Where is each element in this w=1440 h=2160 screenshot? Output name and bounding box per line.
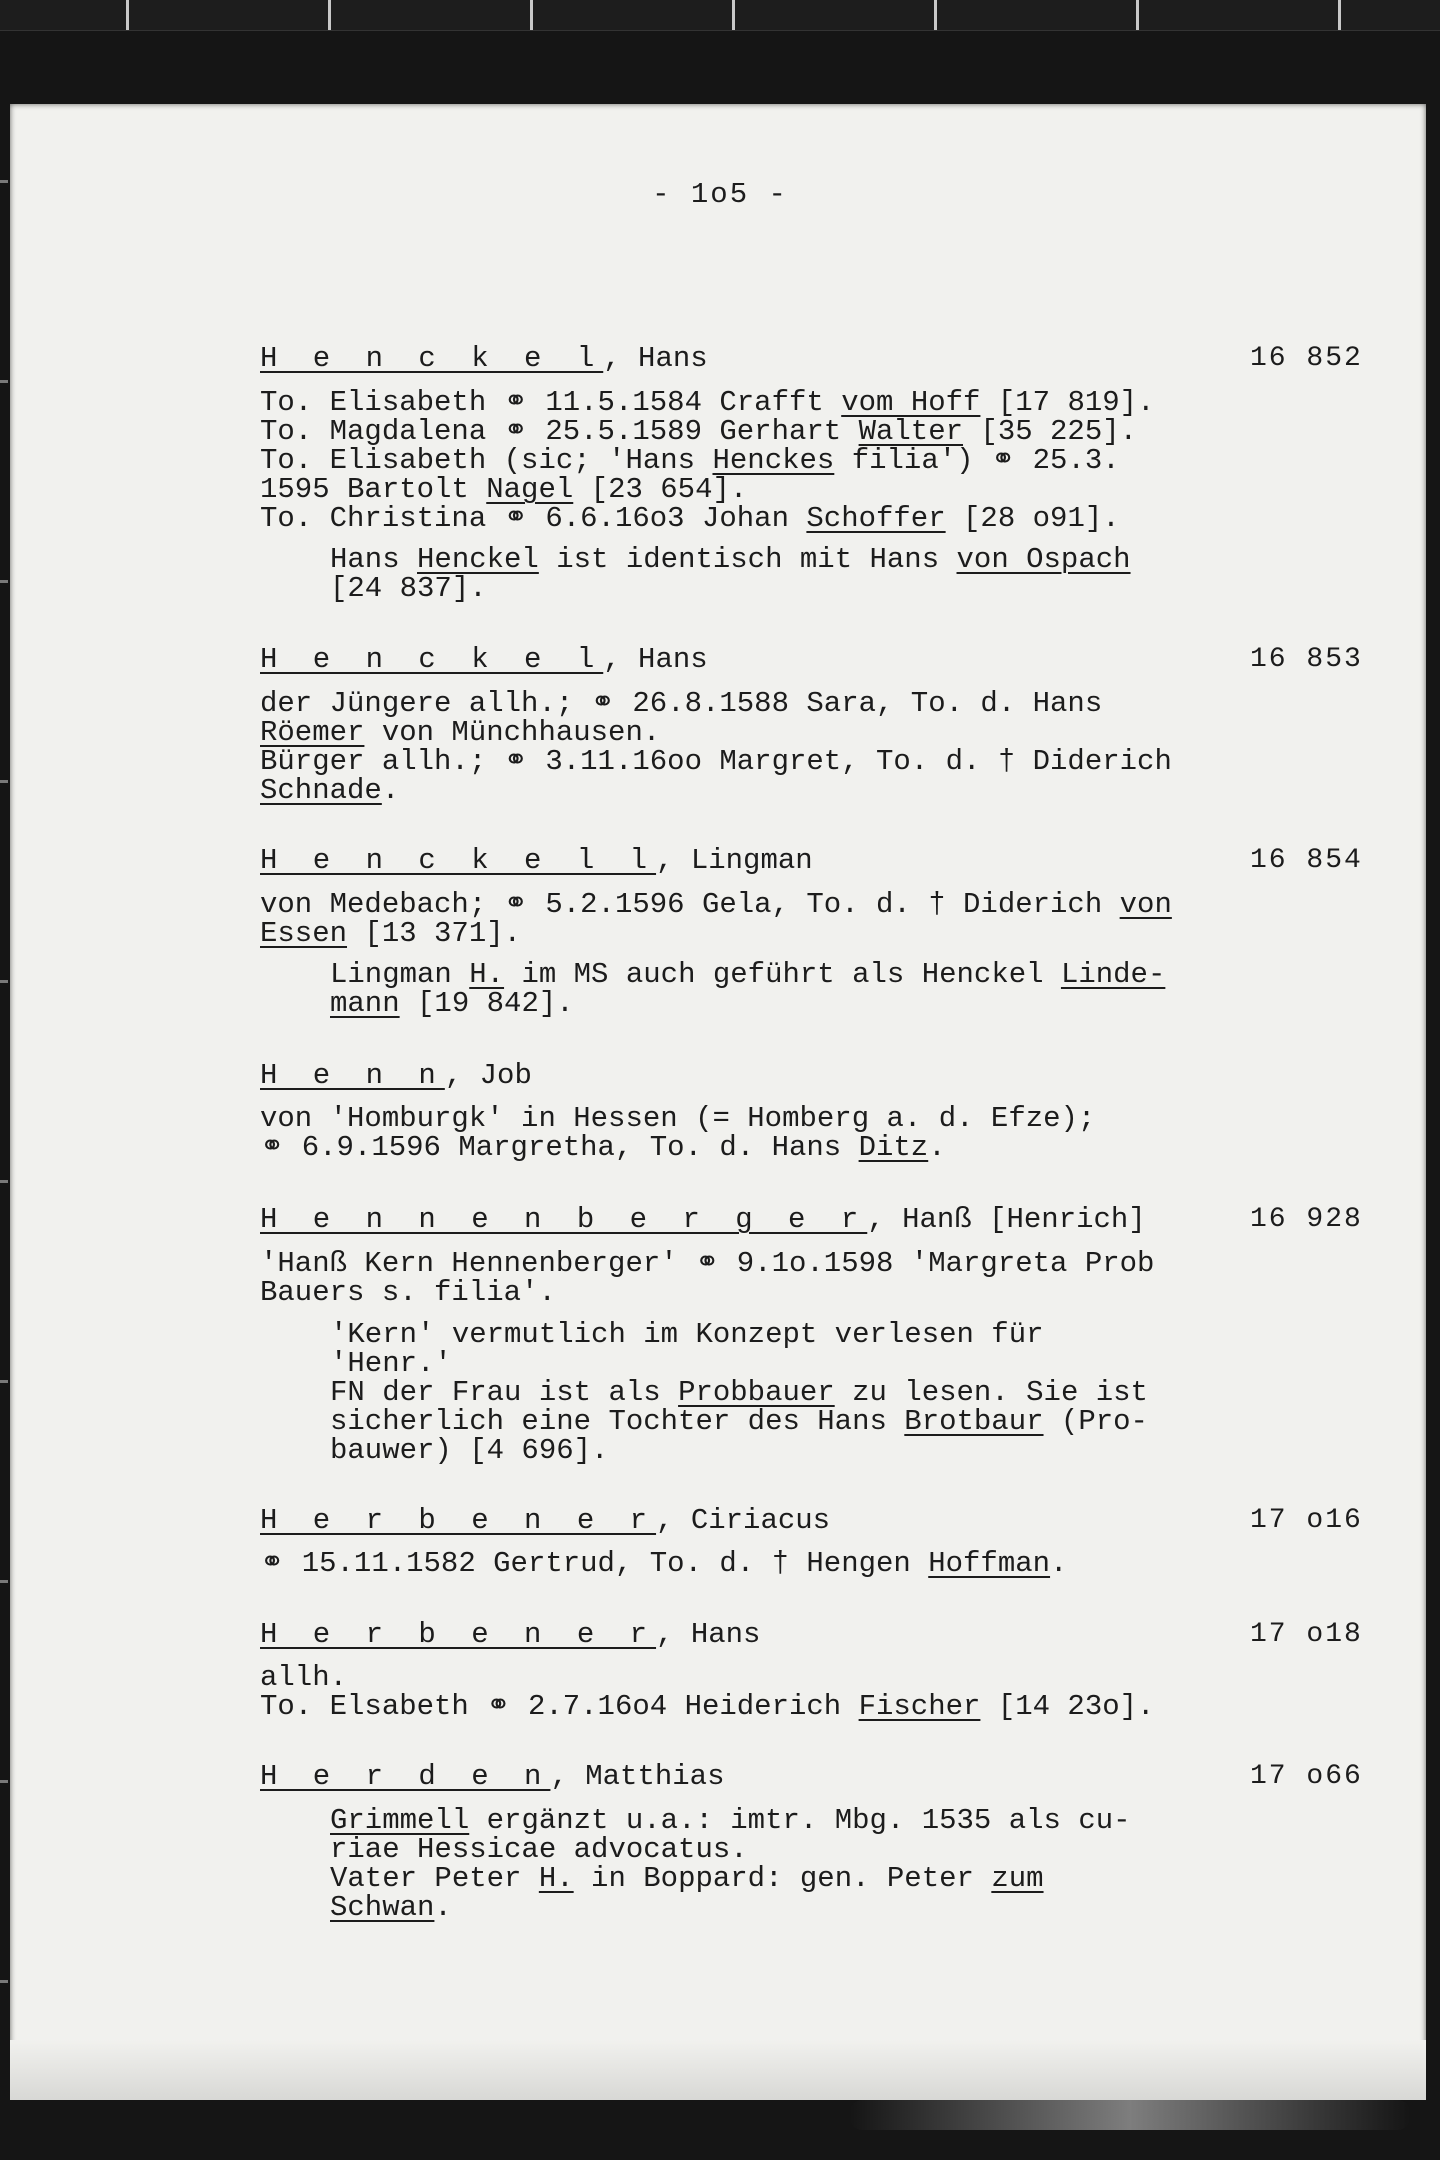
film-tick	[1136, 0, 1139, 30]
entry-surname: H e r b e n e r	[260, 1504, 657, 1537]
edge-mark	[0, 1980, 8, 1983]
line-text: Bürger allh.; ⚭ 3.11.16oo Margret, To. d. † Diderich	[260, 745, 1172, 778]
underlined-name: Schnade	[260, 774, 382, 807]
line-text: allh.	[260, 1661, 348, 1694]
film-tick	[126, 0, 129, 30]
underlined-name: Hoffman	[928, 1547, 1051, 1580]
entry-note	[330, 1320, 1044, 1349]
underlined-name: Essen	[260, 917, 348, 950]
entry-heading	[260, 1620, 760, 1649]
edge-mark	[0, 1580, 8, 1583]
line-text: FN der Frau ist als	[330, 1376, 679, 1409]
entry-note	[330, 1407, 1148, 1436]
entry-heading	[260, 645, 708, 674]
entry-number: 16 928	[1250, 1204, 1363, 1235]
entry-note	[330, 989, 574, 1018]
line-text: ergänzt u.a.: imtr. Mbg. 1535 als cu-	[469, 1804, 1131, 1837]
line-text: Vater Peter	[330, 1862, 539, 1895]
underlined-name: H.	[469, 958, 505, 991]
underlined-name: Schoffer	[806, 502, 946, 535]
entry-note	[330, 1806, 1131, 1835]
line-text: der Jüngere allh.; ⚭ 26.8.1588 Sara, To. d. Hans	[260, 687, 1103, 720]
line-text: .	[434, 1891, 452, 1924]
entry-given-name: , Ciriacus	[656, 1504, 831, 1537]
edge-mark	[0, 580, 8, 583]
film-tick	[1338, 0, 1341, 30]
entry-heading	[260, 344, 708, 373]
underlined-name: Probbauer	[678, 1376, 835, 1409]
edge-mark	[0, 380, 8, 383]
underlined-name: Walter	[858, 415, 964, 448]
entry-surname: H e r d e n	[260, 1760, 551, 1793]
line-text: Lingman	[330, 958, 470, 991]
entry-heading	[260, 1762, 724, 1791]
entry-heading	[260, 846, 813, 875]
entry-heading	[260, 1506, 830, 1535]
entry-note	[330, 574, 487, 603]
underlined-name: Ditz	[858, 1131, 929, 1164]
line-text: [13 371].	[347, 917, 522, 950]
line-text: von Münchhausen.	[364, 716, 661, 749]
underlined-name: mann	[330, 987, 400, 1020]
entry-note	[330, 1436, 608, 1465]
line-text: zu lesen. Sie ist	[834, 1376, 1148, 1409]
entry-line	[260, 475, 747, 504]
entry-line	[260, 1663, 347, 1692]
line-text: [19 842].	[399, 987, 574, 1020]
line-text: im MS auch geführt als Henckel	[504, 958, 1061, 991]
entry-line	[260, 1249, 1154, 1278]
line-text: To. Elisabeth ⚭ 11.5.1584 Crafft	[260, 386, 842, 419]
entry-line	[260, 1278, 556, 1307]
entry-given-name: , Job	[444, 1059, 532, 1092]
entry-note	[330, 960, 1165, 989]
line-text: To. Elsabeth ⚭ 2.7.16o4 Heiderich	[260, 1690, 859, 1723]
line-text: [23 654].	[573, 473, 748, 506]
line-text: bauwer) [4 696].	[330, 1434, 609, 1467]
entry-line	[260, 890, 1172, 919]
entry-given-name: , Hanß [Henrich]	[867, 1203, 1146, 1236]
entry-surname: H e n c k e l	[260, 643, 604, 676]
entry-line	[260, 388, 1154, 417]
entry-given-name: , Lingman	[656, 844, 813, 877]
line-text: in Boppard: gen. Peter	[573, 1862, 992, 1895]
line-text: (Pro-	[1043, 1405, 1148, 1438]
edge-mark	[0, 180, 8, 183]
entry-heading	[260, 1061, 532, 1090]
entry-line	[260, 417, 1137, 446]
line-text: [17 819].	[980, 386, 1155, 419]
line-text: .	[928, 1131, 946, 1164]
line-text: riae Hessicae advocatus.	[330, 1833, 748, 1866]
edge-mark	[0, 780, 8, 783]
entry-line	[260, 718, 660, 747]
underlined-name: von Ospach	[956, 543, 1131, 576]
entry-number: 17 o16	[1250, 1505, 1363, 1536]
edge-mark	[0, 1780, 8, 1783]
underlined-name: Fischer	[858, 1690, 981, 1723]
line-text: Hans	[330, 543, 418, 576]
entry-line	[260, 919, 521, 948]
edge-mark	[0, 980, 8, 983]
scan-smudge	[850, 2100, 1410, 2130]
film-tick	[934, 0, 937, 30]
line-text: von 'Homburgk' in Hessen (= Homberg a. d. Efze);	[260, 1102, 1096, 1135]
line-text: To. Elisabeth (sic; 'Hans	[260, 444, 713, 477]
line-text: .	[1050, 1547, 1068, 1580]
entry-given-name: , Matthias	[550, 1760, 725, 1793]
underlined-name: Röemer	[260, 716, 365, 749]
entry-note	[330, 1378, 1148, 1407]
entry-note	[330, 1864, 1044, 1893]
entry-line	[260, 1692, 1154, 1721]
line-text: [28 o91].	[945, 502, 1120, 535]
line-text: [14 23o].	[980, 1690, 1155, 1723]
line-text: ⚭ 6.9.1596 Margretha, To. d. Hans	[260, 1131, 859, 1164]
line-text: To. Magdalena ⚭ 25.5.1589 Gerhart	[260, 415, 859, 448]
film-tick	[732, 0, 735, 30]
line-text: ist identisch mit Hans	[538, 543, 957, 576]
entry-number: 16 852	[1250, 343, 1363, 374]
entry-note	[330, 1893, 452, 1922]
film-strip-top	[0, 0, 1440, 31]
underlined-name: Schwan	[330, 1891, 435, 1924]
underlined-name: Henckes	[712, 444, 835, 477]
entry-number: 16 853	[1250, 644, 1363, 675]
entry-line	[260, 1104, 1095, 1133]
page-bottom-shade	[10, 2040, 1426, 2100]
entry-line	[260, 747, 1172, 776]
entry-line	[260, 446, 1120, 475]
entry-number: 17 o18	[1250, 1619, 1363, 1650]
underlined-name: von	[1119, 888, 1172, 921]
entry-given-name: , Hans	[603, 643, 708, 676]
entry-given-name: , Hans	[603, 342, 708, 375]
underlined-name: Brotbaur	[904, 1405, 1044, 1438]
film-tick	[328, 0, 331, 30]
entry-surname: H e n n	[260, 1059, 445, 1092]
entry-surname: H e n c k e l	[260, 342, 604, 375]
entry-note	[330, 545, 1131, 574]
entry-line	[260, 689, 1102, 718]
entry-line	[260, 776, 399, 805]
entry-line	[260, 504, 1120, 533]
entry-number: 17 o66	[1250, 1761, 1363, 1792]
entry-line	[260, 1549, 1067, 1578]
underlined-name: Henckel	[417, 543, 539, 576]
line-text: ⚭ 15.11.1582 Gertrud, To. d. † Hengen	[260, 1547, 929, 1580]
line-text: von Medebach; ⚭ 5.2.1596 Gela, To. d. † Diderich	[260, 888, 1120, 921]
line-text: [24 837].	[330, 572, 487, 605]
entry-surname: H e r b e n e r	[260, 1618, 657, 1651]
line-text: filia') ⚭ 25.3.	[834, 444, 1120, 477]
entry-line	[260, 1133, 946, 1162]
line-text: sicherlich eine Tochter des Hans	[330, 1405, 905, 1438]
edge-mark	[0, 1180, 8, 1183]
line-text: [35 225].	[963, 415, 1138, 448]
entry-surname: H e n c k e l l	[260, 844, 657, 877]
entry-surname: H e n n e n b e r g e r	[260, 1203, 868, 1236]
underlined-name: Nagel	[486, 473, 574, 506]
line-text: Bauers s. filia'.	[260, 1276, 556, 1309]
line-text: 'Henr.'	[330, 1347, 452, 1380]
edge-mark	[0, 1380, 8, 1383]
underlined-name: Grimmell	[330, 1804, 470, 1837]
film-tick	[530, 0, 533, 30]
entry-note	[330, 1835, 748, 1864]
entry-number: 16 854	[1250, 845, 1363, 876]
entry-heading	[260, 1205, 1146, 1234]
page-number: - 1o5 -	[652, 178, 788, 211]
underlined-name: vom Hoff	[841, 386, 981, 419]
entry-given-name: , Hans	[656, 1618, 761, 1651]
underlined-name: Linde-	[1060, 958, 1166, 991]
line-text: To. Christina ⚭ 6.6.16o3 Johan	[260, 502, 807, 535]
entry-note	[330, 1349, 452, 1378]
line-text: .	[381, 774, 400, 807]
underlined-name: H.	[538, 1862, 574, 1895]
line-text: 'Hanß Kern Hennenberger' ⚭ 9.1o.1598 'Margreta Prob	[260, 1247, 1155, 1280]
underlined-name: zum	[991, 1862, 1044, 1895]
line-text: 'Kern' vermutlich im Konzept verlesen für	[330, 1318, 1044, 1351]
line-text: 1595 Bartolt	[260, 473, 487, 506]
